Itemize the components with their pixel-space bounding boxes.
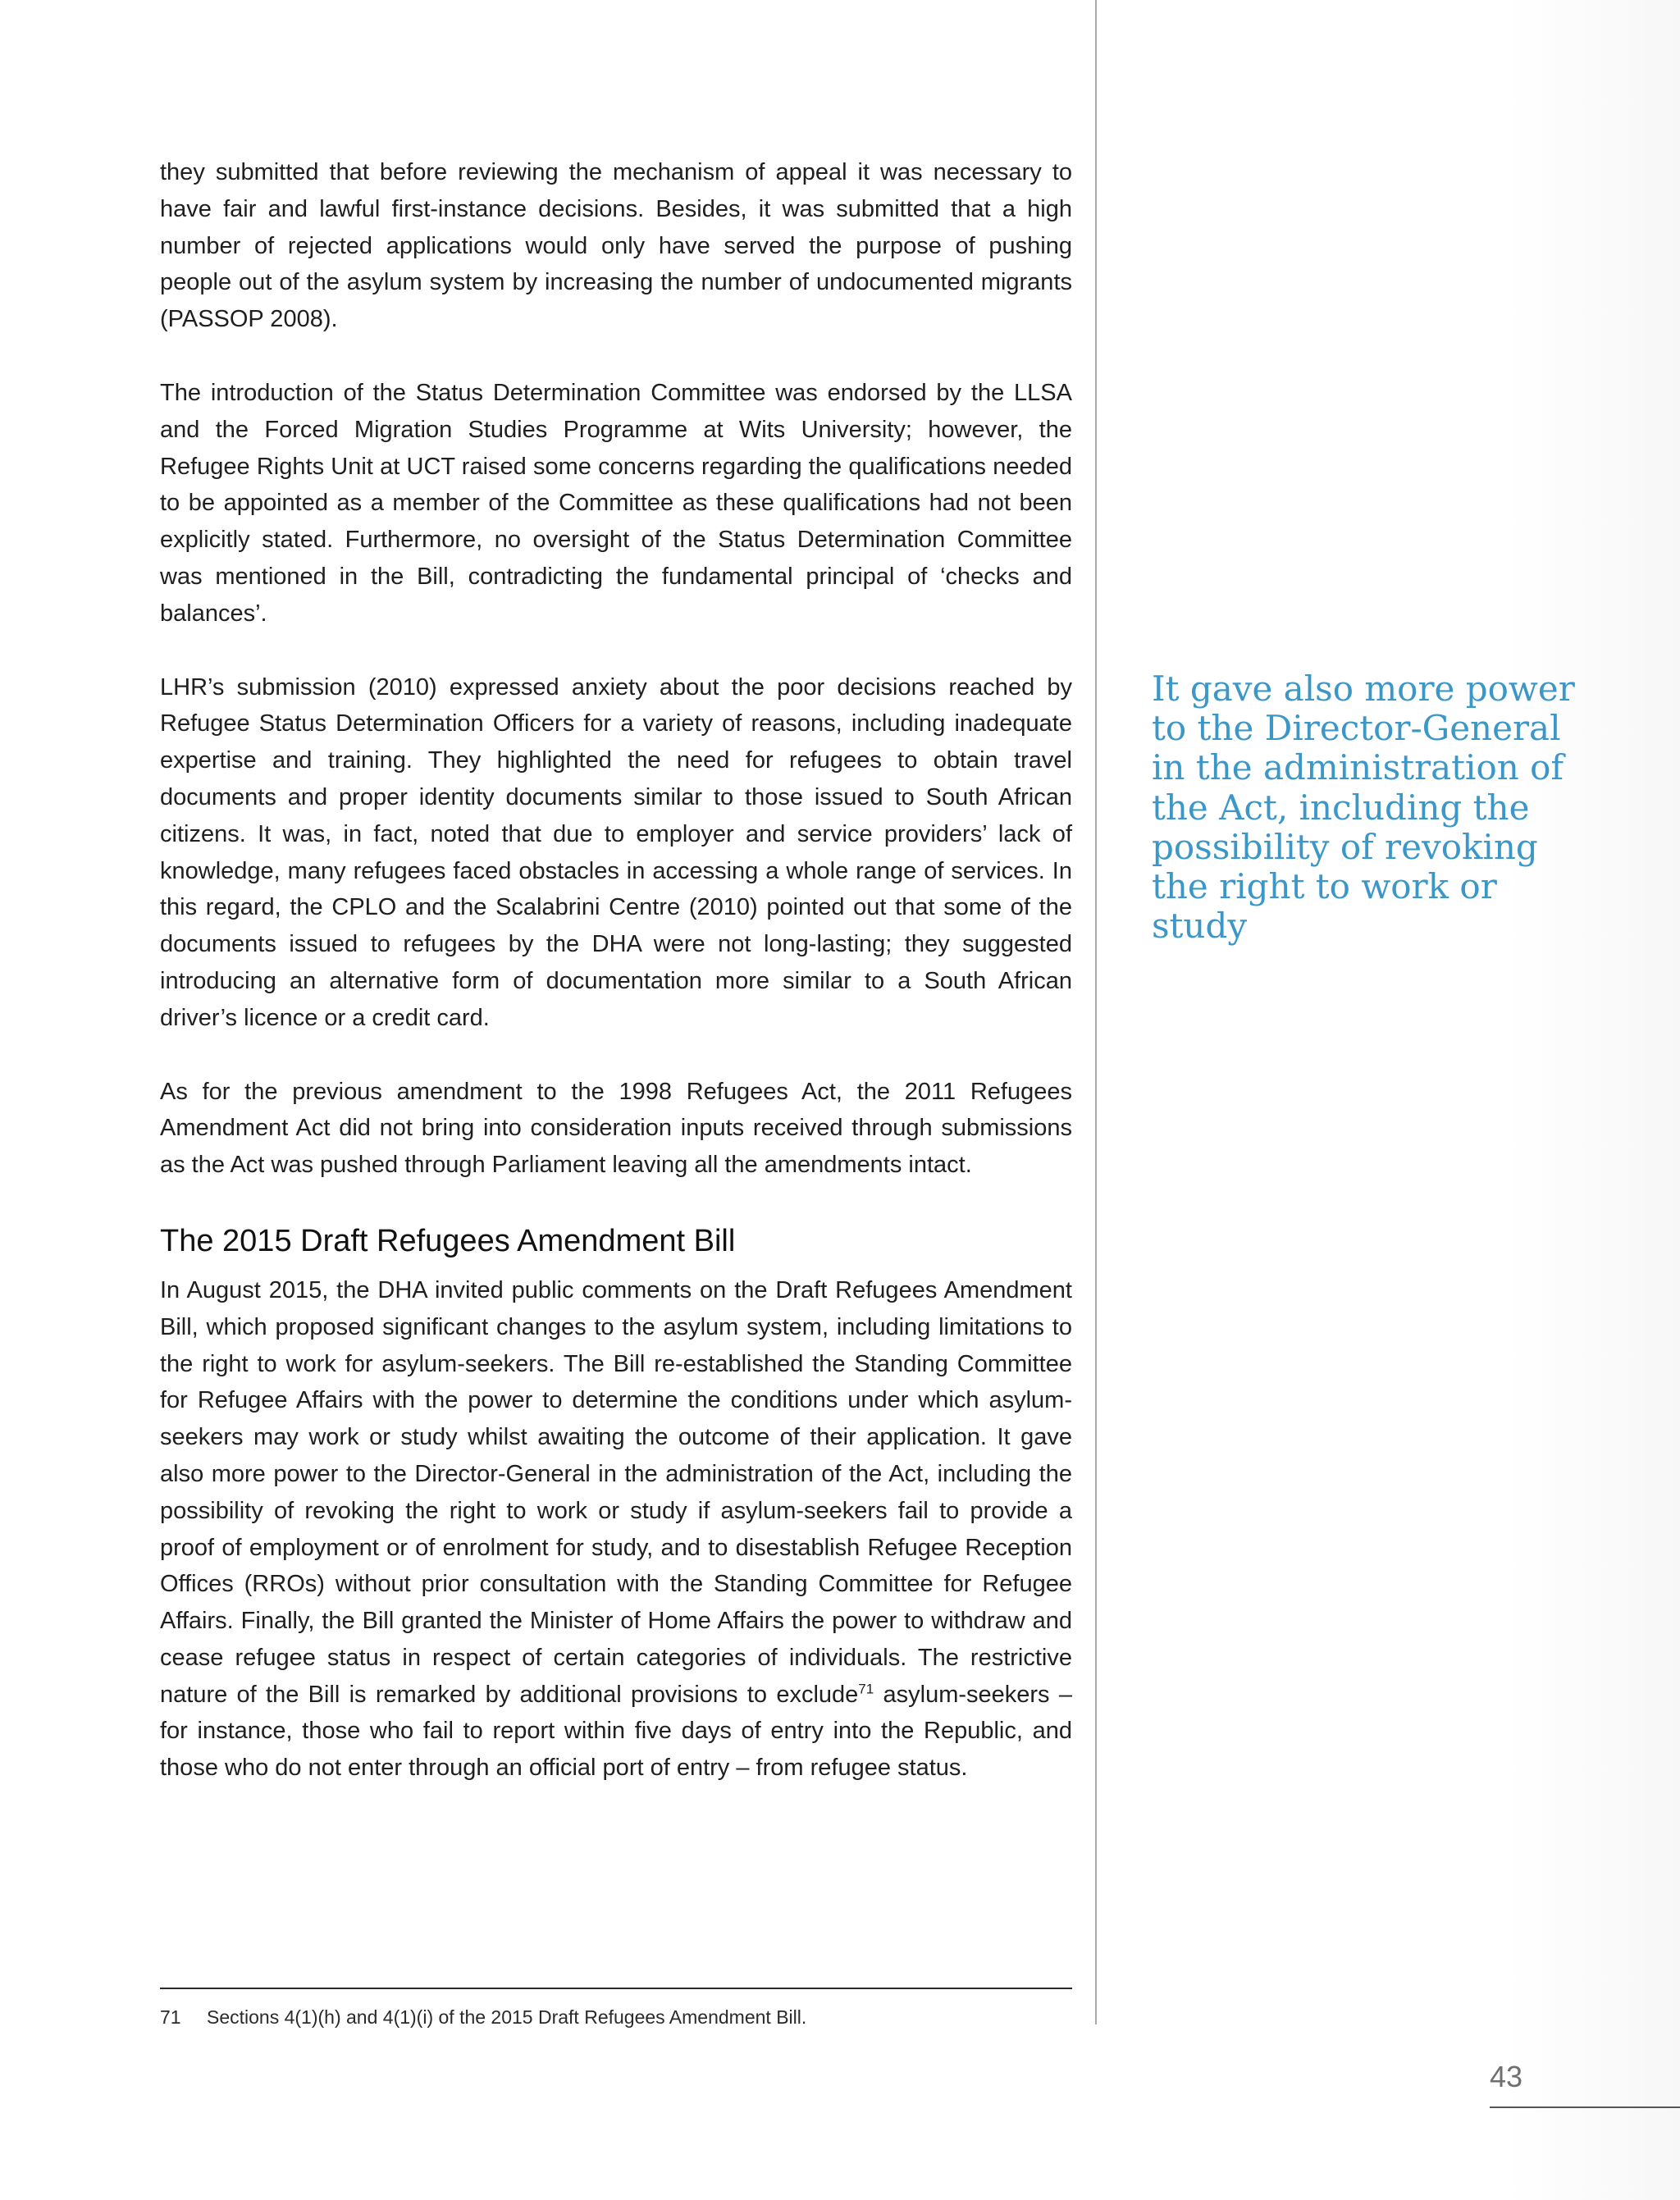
paragraph-2015-draft-bill	[160, 1272, 1072, 1787]
page-number: 43	[1490, 2060, 1523, 2093]
pull-quote: It gave also more power to the Director-General in the administration of the Act, including the possibility of revoking the right to work or study	[1152, 669, 1575, 947]
footnote-text: Sections 4(1)(h) and 4(1)(i) of the 2015 Draft Refugees Amendment Bill.	[207, 2006, 807, 2028]
column-divider	[1095, 0, 1097, 2024]
paragraph-passop: they submitted that before reviewing the mechanism of appeal it was necessary to have fair and lawful first-instance decisions. Besides, it was submitted that a high number of rejected applications would only have served the purpose of pushing people out of the asylum system by increasing the number of undocumented migrants (PASSOP 2008).	[160, 159, 1072, 333]
footnote-number: 71	[160, 2006, 181, 2028]
footnote-reference: 71	[858, 1681, 874, 1697]
footnote	[160, 2005, 1072, 2029]
paragraph-2015-text-part1: In August 2015, the DHA invited public comments on the Draft Refugees Amendment Bill, which proposed significant changes to the asylum system, including limitations to the right to work for asylum-seekers. The Bill re-established the Standing Committee for Refugee Affairs with the power to determine the conditions under which asylum-seekers may work or study whilst awaiting the outcome of their application. It gave also more power to the Director-General in the administration of the Act, including the possibility of revoking the right to work or study if asylum-seekers fail to provide a proof of employment or of enrolment for study, and to disestablish Refugee Reception Offices (RROs) without prior consultation with the Standing Committee for Refugee Affairs. Finally, the Bill granted the Minister of Home Affairs the power to withdraw and cease refugee status in respect of certain categories of individuals. The restrictive nature of the Bill is remarked by additional provisions to exclude	[160, 1276, 1072, 1708]
margin-shade	[1096, 0, 1680, 2200]
page-number-rule	[1490, 2106, 1680, 2108]
paragraph-2011-amendment: As for the previous amendment to the 1998 Refugees Act, the 2011 Refugees Amendment Act did not bring into consideration inputs received through submissions as the Act was pushed through Parliament leaving all the amendments intact.	[160, 1078, 1072, 1179]
paragraph-status-determination-committee: The introduction of the Status Determination Committee was endorsed by the LLSA and the Forced Migration Studies Programme at Wits University; however, the Refugee Rights Unit at UCT raised some concerns regarding the qualifications needed to be appointed as a member of the Committee as these qualifications had not been explicitly stated. Furthermore, no oversight of the Status Determination Committee was mentioned in the Bill, contradicting the fundamental principal of ‘checks and balances’.	[160, 379, 1072, 627]
main-text-column	[160, 154, 1072, 1823]
paragraph-lhr-submission: LHR’s submission (2010) expressed anxiety about the poor decisions reached by Refugee Status Determination Officers for a variety of reasons, including inadequate expertise and training. They highlighted the need for refugees to obtain travel documents and proper identity documents similar to those issued to South African citizens. It was, in fact, noted that due to employer and service providers’ lack of knowledge, many refugees faced obstacles in accessing a whole range of services. In this regard, the CPLO and the Scalabrini Centre (2010) pointed out that some of the documents issued to refugees by the DHA were not long-lasting; they suggested introducing an alternative form of documentation more similar to a South African driver’s licence or a credit card.	[160, 673, 1072, 1031]
paragraph-2015-text-part2: asylum-seekers – for instance, those who fail to report within five days of entry into the Republic, and those who do not enter through an official port of entry – from refugee status.	[160, 1681, 1072, 1782]
section-heading: The 2015 Draft Refugees Amendment Bill	[160, 1223, 736, 1258]
footnote-divider	[160, 1988, 1072, 1989]
